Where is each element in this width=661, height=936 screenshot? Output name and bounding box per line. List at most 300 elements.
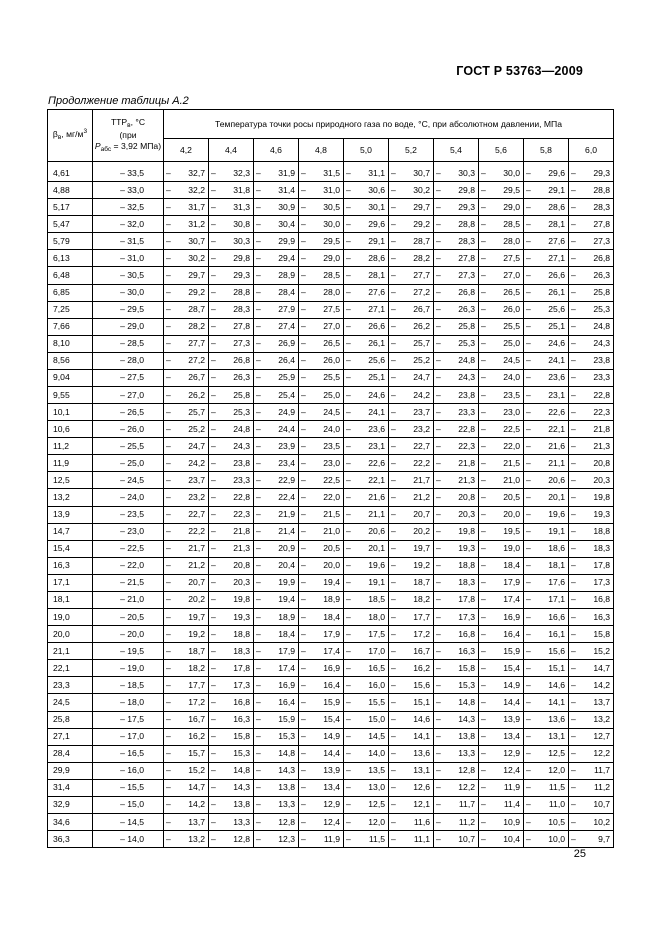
beta-cell: 10,1 [48,404,93,421]
ttr-cell: – 28,0 [93,352,164,369]
dew-point-cell: – 29,0 [479,199,524,216]
table-row [48,557,614,574]
dew-point-cell: – 13,0 [344,779,389,796]
ttr-cell: – 18,0 [93,694,164,711]
dew-point-cell: – 10,7 [434,831,479,848]
dew-point-cell: – 27,7 [164,335,209,352]
dew-point-cell: – 28,1 [524,216,569,233]
dew-point-cell: – 27,8 [569,216,614,233]
dew-point-cell: – 20,2 [389,523,434,540]
table-row [48,626,614,643]
table-row [48,796,614,813]
dew-point-cell: – 19,5 [479,523,524,540]
beta-cell: 9,04 [48,369,93,386]
dew-point-cell: – 29,7 [389,199,434,216]
dew-point-cell: – 20,4 [254,557,299,574]
dew-point-cell: – 30,3 [209,233,254,250]
ttr-cell: – 14,0 [93,831,164,848]
dew-point-cell: – 28,0 [299,284,344,301]
dew-point-cell: – 20,0 [479,506,524,523]
dew-point-cell: – 19,8 [209,591,254,608]
ttr-cell: – 19,5 [93,643,164,660]
dew-point-cell: – 13,9 [299,762,344,779]
dew-point-cell: – 25,9 [254,369,299,386]
dew-point-cell: – 16,1 [524,626,569,643]
dew-point-cell: – 11,6 [389,813,434,830]
dew-point-cell: – 13,8 [254,779,299,796]
dew-point-cell: – 14,1 [524,694,569,711]
dew-point-cell: – 21,8 [434,455,479,472]
dew-point-cell: – 19,9 [254,574,299,591]
dew-point-cell: – 27,8 [434,250,479,267]
dew-point-cell: – 28,3 [209,301,254,318]
beta-cell: 4,61 [48,162,93,182]
dew-point-cell: – 30,8 [209,216,254,233]
dew-point-cell: – 25,3 [434,335,479,352]
dew-point-cell: – 12,8 [209,831,254,848]
dew-point-cell: – 20,2 [164,591,209,608]
dew-point-cell: – 23,8 [434,387,479,404]
dew-point-cell: – 25,2 [389,352,434,369]
dew-point-cell: – 27,1 [344,301,389,318]
dew-point-cell: – 19,8 [569,489,614,506]
ttr-cell: – 29,0 [93,318,164,335]
dew-point-cell: – 10,4 [479,831,524,848]
dew-point-cell: – 23,4 [254,455,299,472]
dew-point-cell: – 11,9 [479,779,524,796]
ttr-cell: – 26,0 [93,421,164,438]
dew-point-cell: – 22,1 [344,472,389,489]
dew-point-cell: – 24,9 [254,404,299,421]
ttr-cell: – 32,0 [93,216,164,233]
dew-point-cell: – 13,3 [434,745,479,762]
dew-point-cell: – 24,7 [164,438,209,455]
dew-point-cell: – 10,9 [479,813,524,830]
dew-point-cell: – 32,3 [209,162,254,182]
dew-point-cell: – 22,1 [524,421,569,438]
dew-point-cell: – 19,7 [164,609,209,626]
dew-point-cell: – 10,2 [569,813,614,830]
dew-point-cell: – 15,5 [344,694,389,711]
dew-point-cell: – 19,6 [524,506,569,523]
ttr-cell: – 20,0 [93,626,164,643]
dew-point-cell: – 18,6 [524,540,569,557]
dew-point-cell: – 25,8 [434,318,479,335]
table-row [48,250,614,267]
dew-point-cell: – 23,6 [524,369,569,386]
dew-point-cell: – 29,2 [164,284,209,301]
dew-point-cell: – 23,8 [569,352,614,369]
beta-cell: 17,1 [48,574,93,591]
dew-point-cell: – 17,9 [299,626,344,643]
dew-point-cell: – 20,3 [209,574,254,591]
dew-point-cell: – 24,6 [344,387,389,404]
dew-point-cell: – 18,4 [254,626,299,643]
dew-point-cell: – 25,4 [254,387,299,404]
beta-cell: 8,10 [48,335,93,352]
beta-cell: 8,56 [48,352,93,369]
dew-point-cell: – 25,1 [344,369,389,386]
table-row [48,301,614,318]
dew-point-cell: – 13,5 [344,762,389,779]
dew-point-cell: – 13,3 [254,796,299,813]
dew-point-cell: – 29,5 [299,233,344,250]
dew-point-cell: – 26,3 [209,369,254,386]
dew-point-cell: – 29,0 [299,250,344,267]
ttr-cell: – 30,5 [93,267,164,284]
pressure-header-cell: 5,6 [479,139,524,162]
dew-point-cell: – 15,4 [299,711,344,728]
dew-point-cell: – 12,9 [299,796,344,813]
dew-point-cell: – 11,0 [524,796,569,813]
dew-point-cell: – 16,3 [434,643,479,660]
dew-point-cell: – 26,6 [524,267,569,284]
dew-point-cell: – 26,9 [254,335,299,352]
dew-point-cell: – 28,7 [389,233,434,250]
dew-point-cell: – 27,0 [299,318,344,335]
dew-point-cell: – 23,1 [524,387,569,404]
dew-point-cell: – 30,9 [254,199,299,216]
dew-point-cell: – 28,0 [479,233,524,250]
dew-point-cell: – 24,3 [434,369,479,386]
dew-point-cell: – 21,5 [479,455,524,472]
ttr-cell: – 27,0 [93,387,164,404]
dew-point-cell: – 12,2 [569,745,614,762]
dew-point-cell: – 25,6 [524,301,569,318]
dew-point-cell: – 14,8 [434,694,479,711]
ttr-cell: – 21,5 [93,574,164,591]
dew-point-cell: – 18,5 [344,591,389,608]
dew-point-cell: – 27,4 [254,318,299,335]
dew-point-cell: – 18,9 [254,609,299,626]
dew-point-cell: – 30,3 [434,162,479,182]
table-row [48,591,614,608]
dew-point-cell: – 14,1 [389,728,434,745]
dew-point-cell: – 29,5 [479,182,524,199]
dew-point-cell: – 12,5 [344,796,389,813]
table-row [48,523,614,540]
dew-point-cell: – 14,6 [524,677,569,694]
dew-point-cell: – 17,5 [344,626,389,643]
dew-point-cell: – 17,3 [569,574,614,591]
dew-point-cell: – 26,1 [344,335,389,352]
dew-point-cell: – 12,2 [434,779,479,796]
dew-point-cell: – 18,4 [479,557,524,574]
dew-point-cell: – 11,2 [434,813,479,830]
beta-cell: 29,9 [48,762,93,779]
beta-cell: 27,1 [48,728,93,745]
dew-point-cell: – 14,0 [344,745,389,762]
dew-point-cell: – 31,7 [164,199,209,216]
dew-point-cell: – 30,1 [344,199,389,216]
ttr-cell: – 27,5 [93,369,164,386]
ttr-cell: – 28,5 [93,335,164,352]
dew-point-cell: – 29,7 [164,267,209,284]
dew-point-cell: – 21,4 [254,523,299,540]
beta-cell: 14,7 [48,523,93,540]
dew-point-cell: – 20,5 [299,540,344,557]
beta-cell: 5,47 [48,216,93,233]
dew-point-cell: – 15,6 [524,643,569,660]
ttr-cell: – 22,0 [93,557,164,574]
dew-point-cell: – 9,7 [569,831,614,848]
dew-point-cell: – 28,8 [209,284,254,301]
dew-point-cell: – 20,0 [299,557,344,574]
beta-cell: 7,66 [48,318,93,335]
dew-point-cell: – 25,0 [299,387,344,404]
beta-cell: 18,1 [48,591,93,608]
table-row [48,352,614,369]
dew-point-cell: – 27,6 [344,284,389,301]
beta-cell: 5,17 [48,199,93,216]
dew-point-cell: – 31,2 [164,216,209,233]
table-row [48,711,614,728]
dew-point-cell: – 17,3 [209,677,254,694]
table-row [48,574,614,591]
dew-point-cell: – 31,0 [299,182,344,199]
dew-point-cell: – 25,1 [524,318,569,335]
dew-point-cell: – 14,2 [569,677,614,694]
dew-point-cell: – 23,3 [569,369,614,386]
dew-point-cell: – 10,7 [569,796,614,813]
dew-point-cell: – 22,3 [569,404,614,421]
dew-point-cell: – 11,7 [569,762,614,779]
dew-point-cell: – 24,2 [389,387,434,404]
dew-point-cell: – 22,6 [524,404,569,421]
dew-point-cell: – 26,5 [479,284,524,301]
dew-point-cell: – 23,1 [344,438,389,455]
dew-point-cell: – 11,5 [524,779,569,796]
dew-point-cell: – 26,5 [299,335,344,352]
dew-point-cell: – 15,8 [569,626,614,643]
dew-point-cell: – 31,3 [209,199,254,216]
dew-point-cell: – 19,2 [389,557,434,574]
dew-point-cell: – 18,2 [389,591,434,608]
dew-point-cell: – 20,7 [164,574,209,591]
dew-point-cell: – 17,6 [524,574,569,591]
beta-cell: 34,6 [48,813,93,830]
dew-point-cell: – 23,7 [389,404,434,421]
dew-point-cell: – 21,5 [299,506,344,523]
table-row [48,318,614,335]
dew-point-cell: – 21,1 [344,506,389,523]
dew-point-cell: – 27,3 [434,267,479,284]
dew-point-cell: – 16,6 [524,609,569,626]
dew-point-cell: – 14,5 [344,728,389,745]
dew-point-cell: – 29,2 [389,216,434,233]
dew-point-cell: – 21,8 [209,523,254,540]
dew-point-cell: – 12,8 [254,813,299,830]
dew-point-cell: – 28,1 [344,267,389,284]
dew-point-cell: – 18,7 [164,643,209,660]
dew-point-cell: – 27,5 [479,250,524,267]
beta-cell: 6,13 [48,250,93,267]
table-row [48,438,614,455]
dew-point-cell: – 24,3 [209,438,254,455]
dew-point-cell: – 16,0 [344,677,389,694]
dew-point-cell: – 24,4 [254,421,299,438]
dew-point-cell: – 30,0 [299,216,344,233]
dew-point-cell: – 18,8 [209,626,254,643]
beta-cell: 19,0 [48,609,93,626]
dew-point-cell: – 10,0 [524,831,569,848]
pressure-header-cell: 6,0 [569,139,614,162]
dew-point-cell: – 23,6 [344,421,389,438]
pressure-header-cell: 5,8 [524,139,569,162]
beta-cell: 6,48 [48,267,93,284]
dew-point-cell: – 19,6 [344,557,389,574]
dew-point-cell: – 21,2 [389,489,434,506]
ttr-cell: – 25,5 [93,438,164,455]
dew-point-cell: – 26,8 [569,250,614,267]
dew-point-cell: – 15,0 [344,711,389,728]
dew-point-cell: – 28,2 [164,318,209,335]
dew-point-cell: – 12,4 [479,762,524,779]
dew-point-cell: – 28,8 [569,182,614,199]
dew-point-cell: – 21,0 [299,523,344,540]
dew-point-cell: – 16,9 [254,677,299,694]
dew-point-cell: – 26,3 [434,301,479,318]
dew-point-cell: – 11,9 [299,831,344,848]
dew-point-cell: – 16,4 [479,626,524,643]
dew-point-cell: – 28,8 [434,216,479,233]
dew-point-cell: – 13,2 [569,711,614,728]
dew-point-cell: – 31,4 [254,182,299,199]
dew-point-cell: – 29,1 [524,182,569,199]
beta-cell: 13,9 [48,506,93,523]
dew-point-cell: – 15,9 [254,711,299,728]
dew-point-cell: – 24,2 [164,455,209,472]
dew-point-cell: – 17,3 [434,609,479,626]
table-row [48,421,614,438]
pressure-header-cell: 4,2 [164,139,209,162]
dew-point-cell: – 25,7 [389,335,434,352]
dew-point-cell: – 17,8 [569,557,614,574]
ttr-cell: – 15,5 [93,779,164,796]
beta-column-header: $\beta_в$, $мг/м^3$ [48,110,93,162]
dew-point-cell: – 28,5 [299,267,344,284]
dew-point-cell: – 25,5 [299,369,344,386]
beta-cell: 12,5 [48,472,93,489]
ttr-cell: – 15,0 [93,796,164,813]
dew-point-cell: – 28,3 [434,233,479,250]
dew-point-cell: – 15,7 [164,745,209,762]
dew-point-cell: – 19,3 [569,506,614,523]
dew-point-cell: – 12,9 [479,745,524,762]
dew-point-cell: – 24,7 [389,369,434,386]
beta-cell: 32,9 [48,796,93,813]
dew-point-cell: – 15,8 [434,660,479,677]
ttr-cell: – 31,5 [93,233,164,250]
dew-point-cell: – 14,2 [164,796,209,813]
dew-point-cell: – 16,7 [164,711,209,728]
dew-point-cell: – 24,0 [479,369,524,386]
dew-point-cell: – 25,8 [209,387,254,404]
dew-point-cell: – 18,3 [569,540,614,557]
dew-point-cell: – 16,8 [569,591,614,608]
table-row [48,284,614,301]
table-row [48,694,614,711]
dew-point-cell: – 22,8 [434,421,479,438]
beta-cell: 5,79 [48,233,93,250]
dew-point-cell: – 14,9 [479,677,524,694]
dew-point-cell: – 21,9 [254,506,299,523]
dew-point-cell: – 31,9 [254,162,299,182]
dew-point-cell: – 19,1 [524,523,569,540]
table-row [48,455,614,472]
dew-point-cell: – 26,7 [389,301,434,318]
dew-point-cell: – 23,5 [479,387,524,404]
dew-point-cell: – 17,7 [389,609,434,626]
ttr-cell: – 19,0 [93,660,164,677]
dew-point-cell: – 20,7 [389,506,434,523]
dew-point-cell: – 11,1 [389,831,434,848]
dew-point-cell: – 13,1 [389,762,434,779]
dew-point-cell: – 23,3 [209,472,254,489]
dew-point-cell: – 22,8 [569,387,614,404]
dew-point-cell: – 23,8 [209,455,254,472]
dew-point-cell: – 19,4 [254,591,299,608]
dew-point-cell: – 30,6 [344,182,389,199]
dew-point-cell: – 23,5 [299,438,344,455]
dew-point-cell: – 27,6 [524,233,569,250]
beta-cell: 16,3 [48,557,93,574]
dew-point-cell: – 28,6 [524,199,569,216]
beta-cell: 4,88 [48,182,93,199]
dew-point-cell: – 24,5 [479,352,524,369]
ttr-cell: – 14,5 [93,813,164,830]
ttr-cell: – 32,5 [93,199,164,216]
pressure-header-cell: 5,4 [434,139,479,162]
dew-point-cell: – 12,1 [389,796,434,813]
beta-cell: 36,3 [48,831,93,848]
dew-point-cell: – 22,6 [344,455,389,472]
dew-point-cell: – 22,7 [389,438,434,455]
beta-cell: 9,55 [48,387,93,404]
dew-point-cell: – 25,3 [209,404,254,421]
dew-point-cell: – 13,7 [164,813,209,830]
dew-point-cell: – 26,4 [254,352,299,369]
dew-point-cell: – 28,7 [164,301,209,318]
dew-point-cell: – 22,3 [209,506,254,523]
table-row [48,506,614,523]
dew-point-cell: – 26,7 [164,369,209,386]
dew-point-cell: – 11,2 [569,779,614,796]
table-row [48,387,614,404]
table-row [48,182,614,199]
dew-point-cell: – 30,0 [479,162,524,182]
dew-point-cell: – 22,9 [254,472,299,489]
dew-point-cell: – 17,8 [434,591,479,608]
ttr-cell: – 17,5 [93,711,164,728]
dew-point-cell: – 21,3 [209,540,254,557]
dew-point-cell: – 14,3 [254,762,299,779]
pressure-group-header: Температура точки росы природного газа по воде, °С, при абсолютном давлении, МПа [164,110,614,139]
pressure-header-cell: 4,8 [299,139,344,162]
beta-cell: 31,4 [48,779,93,796]
dew-point-cell: – 15,9 [479,643,524,660]
dew-point-cell: – 16,2 [164,728,209,745]
beta-cell: 11,2 [48,438,93,455]
dew-point-cell: – 22,5 [299,472,344,489]
dew-point-cell: – 19,3 [209,609,254,626]
dew-point-cell: – 16,3 [569,609,614,626]
beta-cell: 10,6 [48,421,93,438]
dew-point-cell: – 18,9 [299,591,344,608]
dew-point-cell: – 27,0 [479,267,524,284]
dew-point-cell: – 14,8 [209,762,254,779]
dew-point-cell: – 22,4 [254,489,299,506]
